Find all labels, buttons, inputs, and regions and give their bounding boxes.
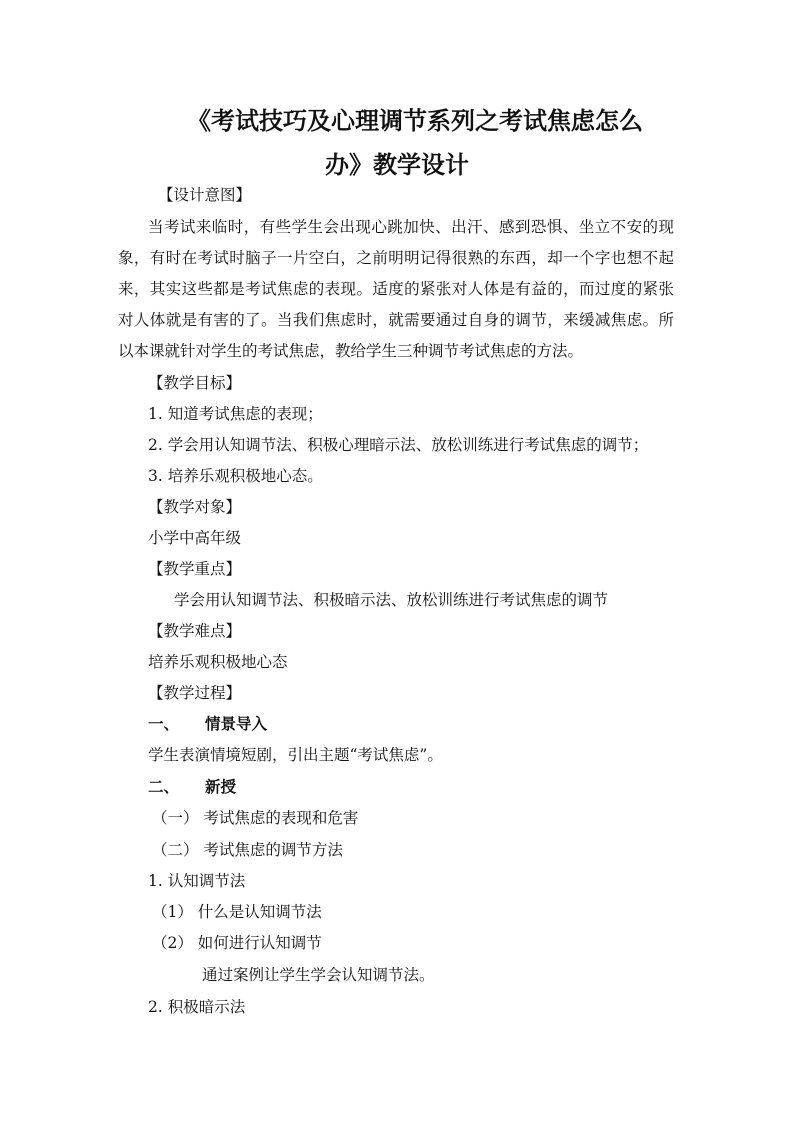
difficulties-text: 培养乐观积极地心态	[148, 653, 288, 671]
method-2-title: 2. 积极暗示法	[148, 998, 246, 1016]
design-intent-line-3: 来，其实这些都是考试焦虑的表现。适度的紧张对人体是有益的，而过度的紧张	[118, 280, 674, 298]
document-title-line2: 办》教学设计	[325, 150, 469, 179]
objectives-heading: 【教学目标】	[148, 374, 242, 392]
design-intent-line-1: 当考试来临时，有些学生会出现心跳加快、出汗、感到恐惧、坐立不安的现	[148, 218, 674, 236]
section2-number: 二、	[148, 777, 180, 796]
design-intent-heading: 【设计意图】	[158, 186, 252, 204]
objective-item-3: 3. 培养乐观积极地心态。	[148, 467, 323, 485]
subsection-1: （一） 考试焦虑的表现和危害	[152, 809, 359, 827]
process-heading: 【教学过程】	[148, 684, 242, 702]
design-intent-line-5: 以本课就针对学生的考试焦虑，教给学生三种调节考试焦虑的方法。	[118, 342, 584, 360]
section1-text: 学生表演情境短剧，引出主题“考试焦虑”。	[148, 746, 443, 764]
document-title-line1: 《考试技巧及心理调节系列之考试焦虑怎么	[187, 106, 643, 135]
audience-heading: 【教学对象】	[148, 498, 242, 516]
audience-text: 小学中高年级	[148, 529, 242, 547]
key-points-text: 学会用认知调节法、积极暗示法、放松训练进行考试焦虑的调节	[174, 591, 609, 609]
key-points-heading: 【教学重点】	[148, 560, 242, 578]
design-intent-line-4: 对人体就是有害的了。当我们焦虑时，就需要通过自身的调节，来缓减焦虑。所	[118, 311, 674, 329]
subsection-2: （二） 考试焦虑的调节方法	[152, 841, 343, 859]
method-1-question-1: （1） 什么是认知调节法	[152, 903, 322, 921]
method-1-text: 通过案例让学生学会认知调节法。	[202, 966, 435, 984]
difficulties-heading: 【教学难点】	[148, 622, 242, 640]
method-1-title: 1. 认知调节法	[148, 872, 246, 890]
section1-number: 一、	[148, 714, 180, 733]
section1-title: 情景导入	[205, 714, 268, 733]
objective-item-1: 1. 知道考试焦虑的表现；	[148, 405, 323, 423]
method-1-question-2: （2） 如何进行认知调节	[152, 934, 322, 952]
objective-item-2: 2. 学会用认知调节法、积极心理暗示法、放松训练进行考试焦虑的调节；	[148, 436, 649, 454]
section2-title: 新授	[205, 777, 237, 796]
design-intent-line-2: 象，有时在考试时脑子一片空白，之前明明记得很熟的东西，却一个字也想不起	[118, 249, 674, 267]
